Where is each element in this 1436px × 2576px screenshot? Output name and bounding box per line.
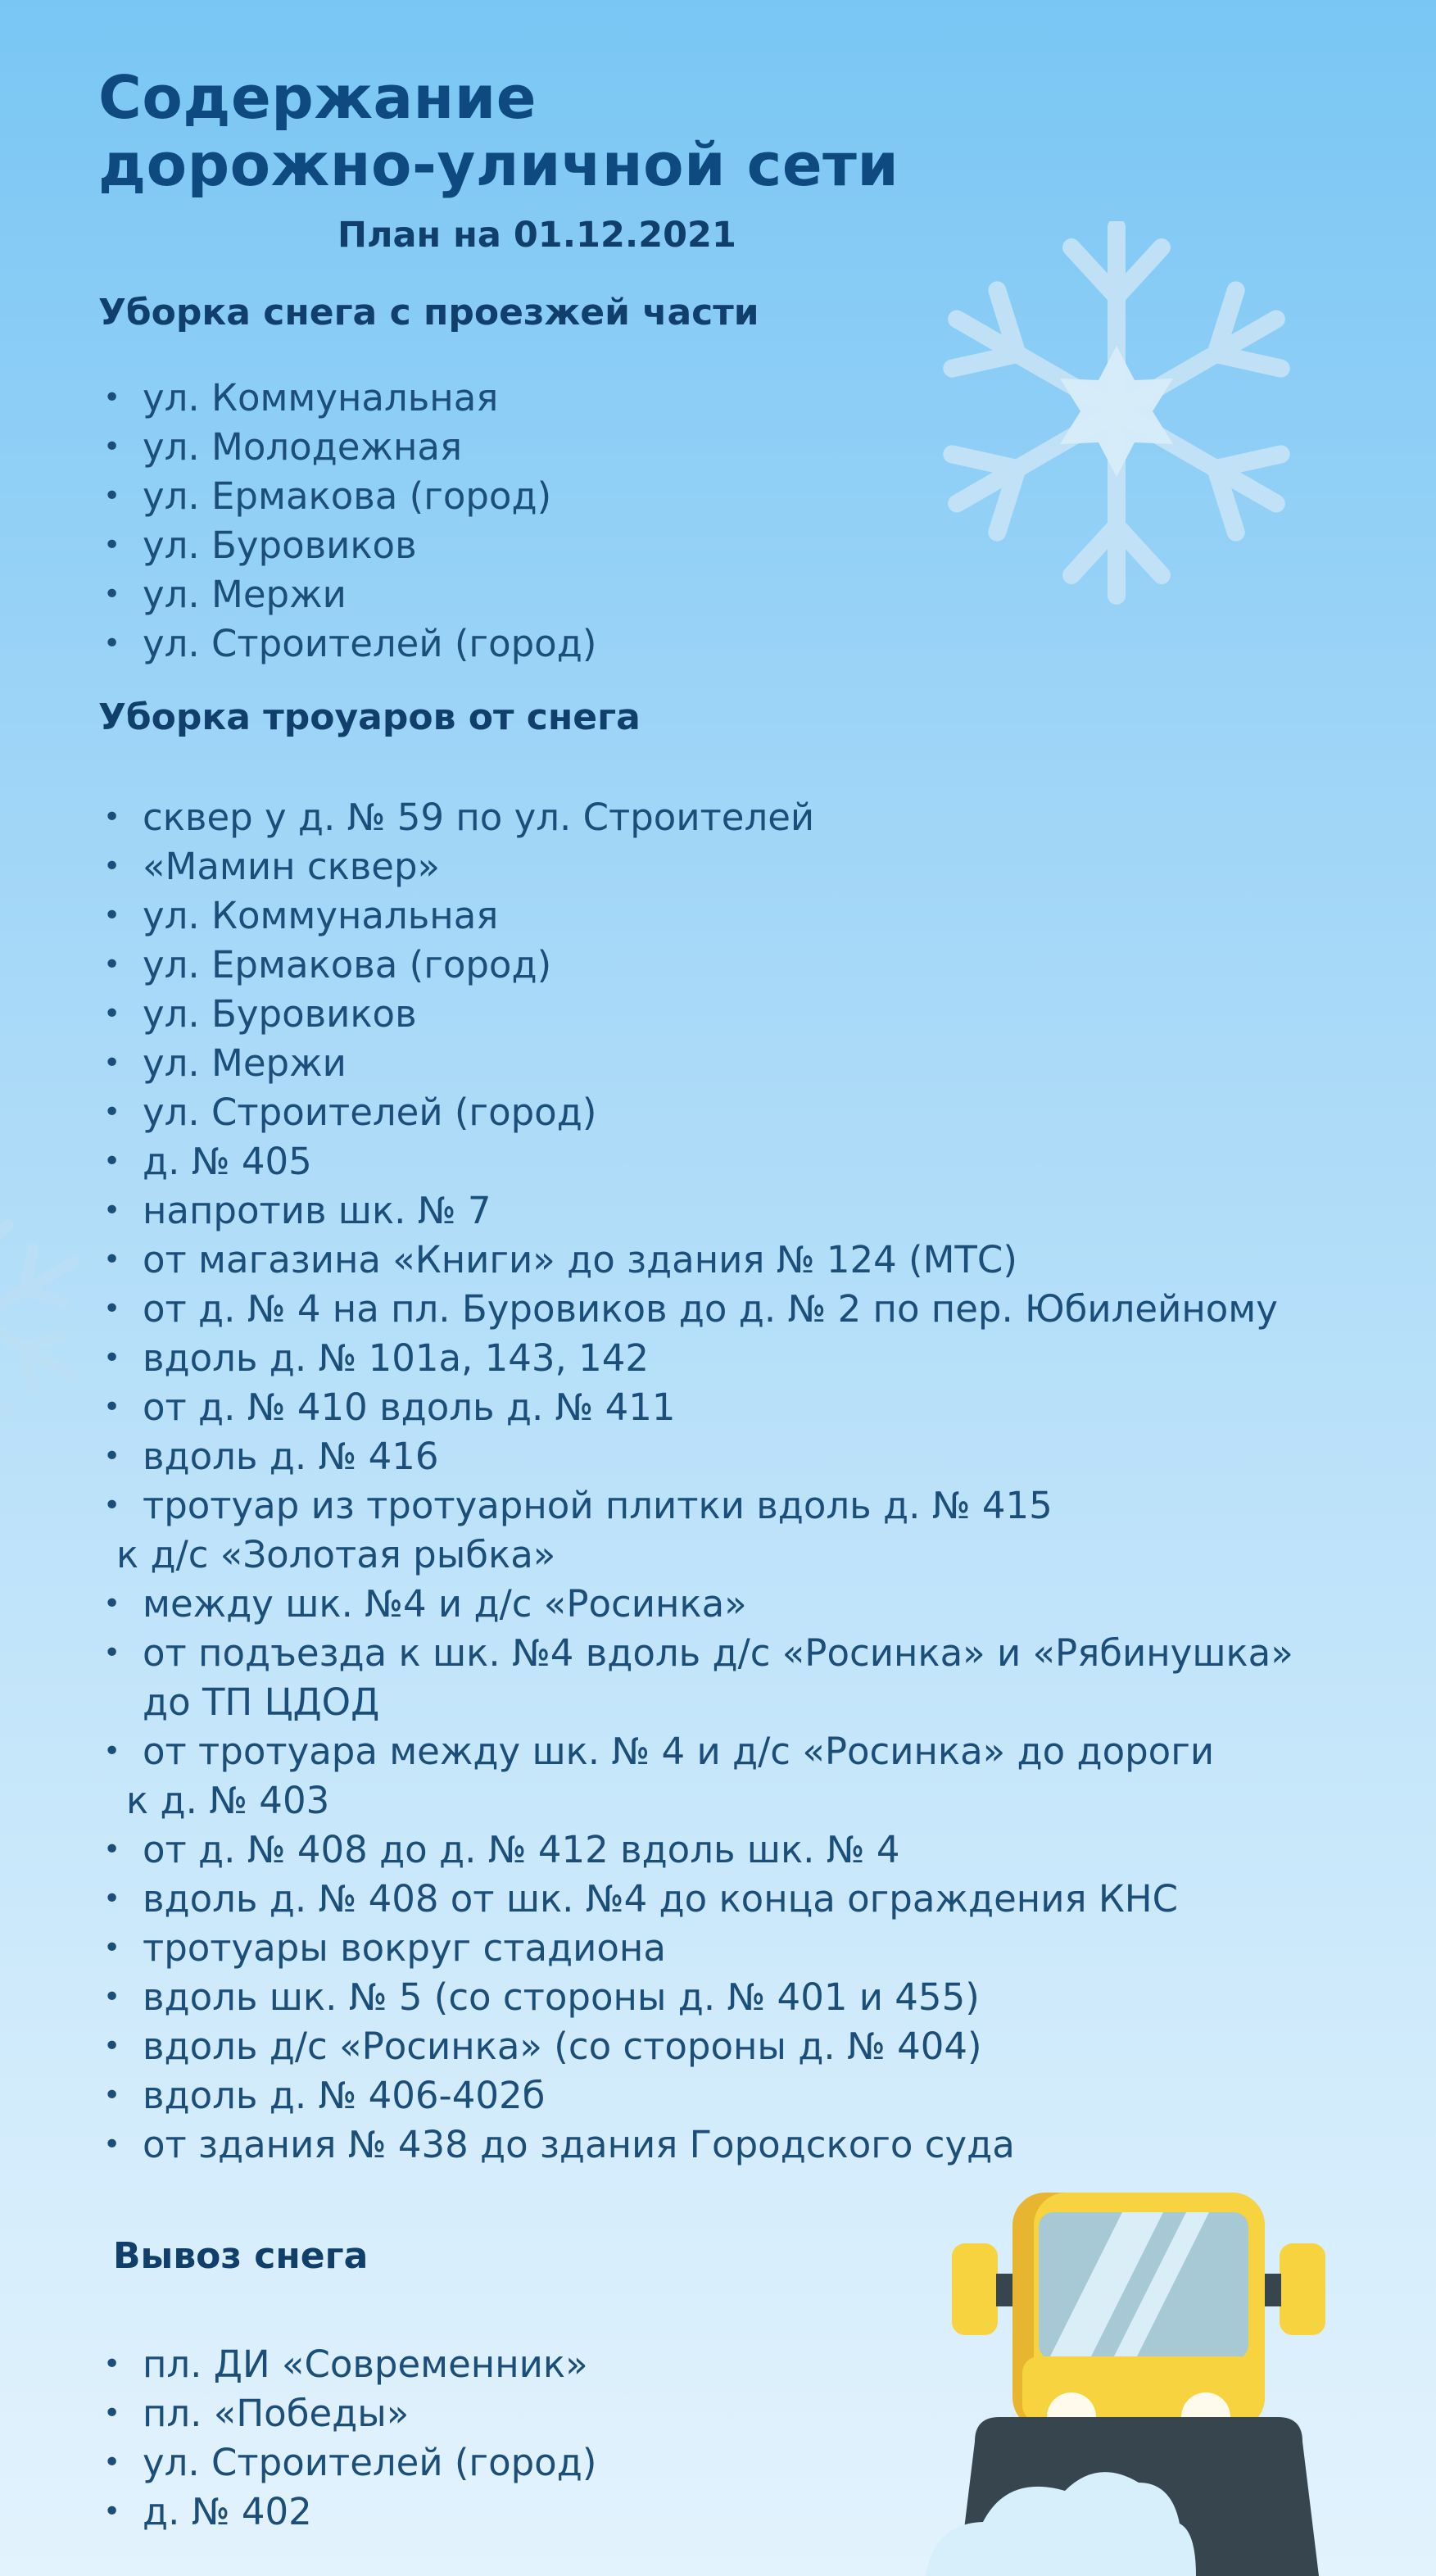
list-item: • ул. Строителей (город) xyxy=(98,1088,1293,1137)
list-item-line: тротуар из тротуарной плитки вдоль д. № 415 xyxy=(143,1484,1053,1527)
list-item: • между шк. №4 и д/с «Росинка» xyxy=(98,1580,1293,1629)
list-item: • ул. Ермакова (город) xyxy=(98,941,1293,990)
list-item: • вдоль д. № 101а, 143, 142 xyxy=(98,1334,1293,1383)
list-item: • ул. Буровиков xyxy=(98,521,596,570)
sidewalk-cleaning-list xyxy=(98,793,1293,2170)
list-item: • от д. № 4 на пл. Буровиков до д. № 2 по пер. Юбилейному xyxy=(98,1285,1293,1334)
snow-removal-list xyxy=(98,2340,596,2537)
list-item: • «Мамин сквер» xyxy=(98,842,1293,891)
list-item xyxy=(98,1727,1293,1825)
snowflake-icon xyxy=(0,1196,98,1442)
list-item: • сквер у д. № 59 по ул. Строителей xyxy=(98,793,1293,842)
page-title xyxy=(98,64,899,198)
list-item: • вдоль д. № 416 xyxy=(98,1432,1293,1481)
snowflake-icon xyxy=(908,221,1325,606)
list-item: • ул. Ермакова (город) xyxy=(98,472,596,521)
list-item: • ул. Мержи xyxy=(98,1039,1293,1088)
list-item: • вдоль д. № 408 от шк. №4 до конца ограждения КНС xyxy=(98,1875,1293,1924)
road-cleaning-list xyxy=(98,374,596,669)
list-item: • вдоль шк. № 5 (со стороны д. № 401 и 455) xyxy=(98,1973,1293,2022)
list-item: • вдоль д. № 406-402б xyxy=(98,2071,1293,2120)
snowplow-icon xyxy=(926,2179,1352,2576)
list-item: • ул. Молодежная xyxy=(98,423,596,472)
list-item-continuation: к д/с «Золотая рыбка» xyxy=(116,1533,556,1576)
list-item: • от д. № 408 до д. № 412 вдоль шк. № 4 xyxy=(98,1825,1293,1875)
list-item: • д. № 405 xyxy=(98,1137,1293,1186)
list-item: • ул. Строителей (город) xyxy=(98,2438,596,2488)
list-item: • пл. «Победы» xyxy=(98,2389,596,2438)
list-item-line: от подъезда к шк. №4 вдоль д/с «Росинка» и «Рябинушка» xyxy=(143,1631,1293,1675)
list-item: • ул. Мержи xyxy=(98,570,596,619)
title-line: дорожно-уличной сети xyxy=(98,130,899,199)
section-title: Вывоз снега xyxy=(113,2235,369,2277)
list-item: • ул. Строителей (город) xyxy=(98,619,596,669)
list-item: • ул. Коммунальная xyxy=(98,891,1293,941)
list-item: • вдоль д/с «Росинка» (со стороны д. № 404) xyxy=(98,2022,1293,2071)
list-item: • от магазина «Книги» до здания № 124 (МТС) xyxy=(98,1236,1293,1285)
list-item: • от д. № 410 вдоль д. № 411 xyxy=(98,1383,1293,1432)
plan-date: План на 01.12.2021 xyxy=(337,215,736,256)
section-title: Уборка троуаров от снега xyxy=(98,696,641,738)
title-line: Содержание xyxy=(98,63,537,132)
list-item-line: от тротуара между шк. № 4 и д/с «Росинка» до дороги xyxy=(143,1730,1215,1773)
list-item: • д. № 402 xyxy=(98,2488,596,2537)
list-item xyxy=(98,1481,1293,1580)
list-item: • ул. Буровиков xyxy=(98,990,1293,1039)
list-item-continuation: к д. № 403 xyxy=(126,1779,330,1822)
list-item: • ул. Коммунальная xyxy=(98,374,596,423)
list-item-continuation: до ТП ЦДОД xyxy=(143,1680,380,1724)
list-item: • напротив шк. № 7 xyxy=(98,1186,1293,1236)
list-item: • от здания № 438 до здания Городского суда xyxy=(98,2120,1293,2170)
list-item: • тротуары вокруг стадиона xyxy=(98,1924,1293,1973)
section-title: Уборка снега с проезжей части xyxy=(98,292,759,333)
list-item: • пл. ДИ «Современник» xyxy=(98,2340,596,2389)
list-item xyxy=(98,1629,1293,1727)
